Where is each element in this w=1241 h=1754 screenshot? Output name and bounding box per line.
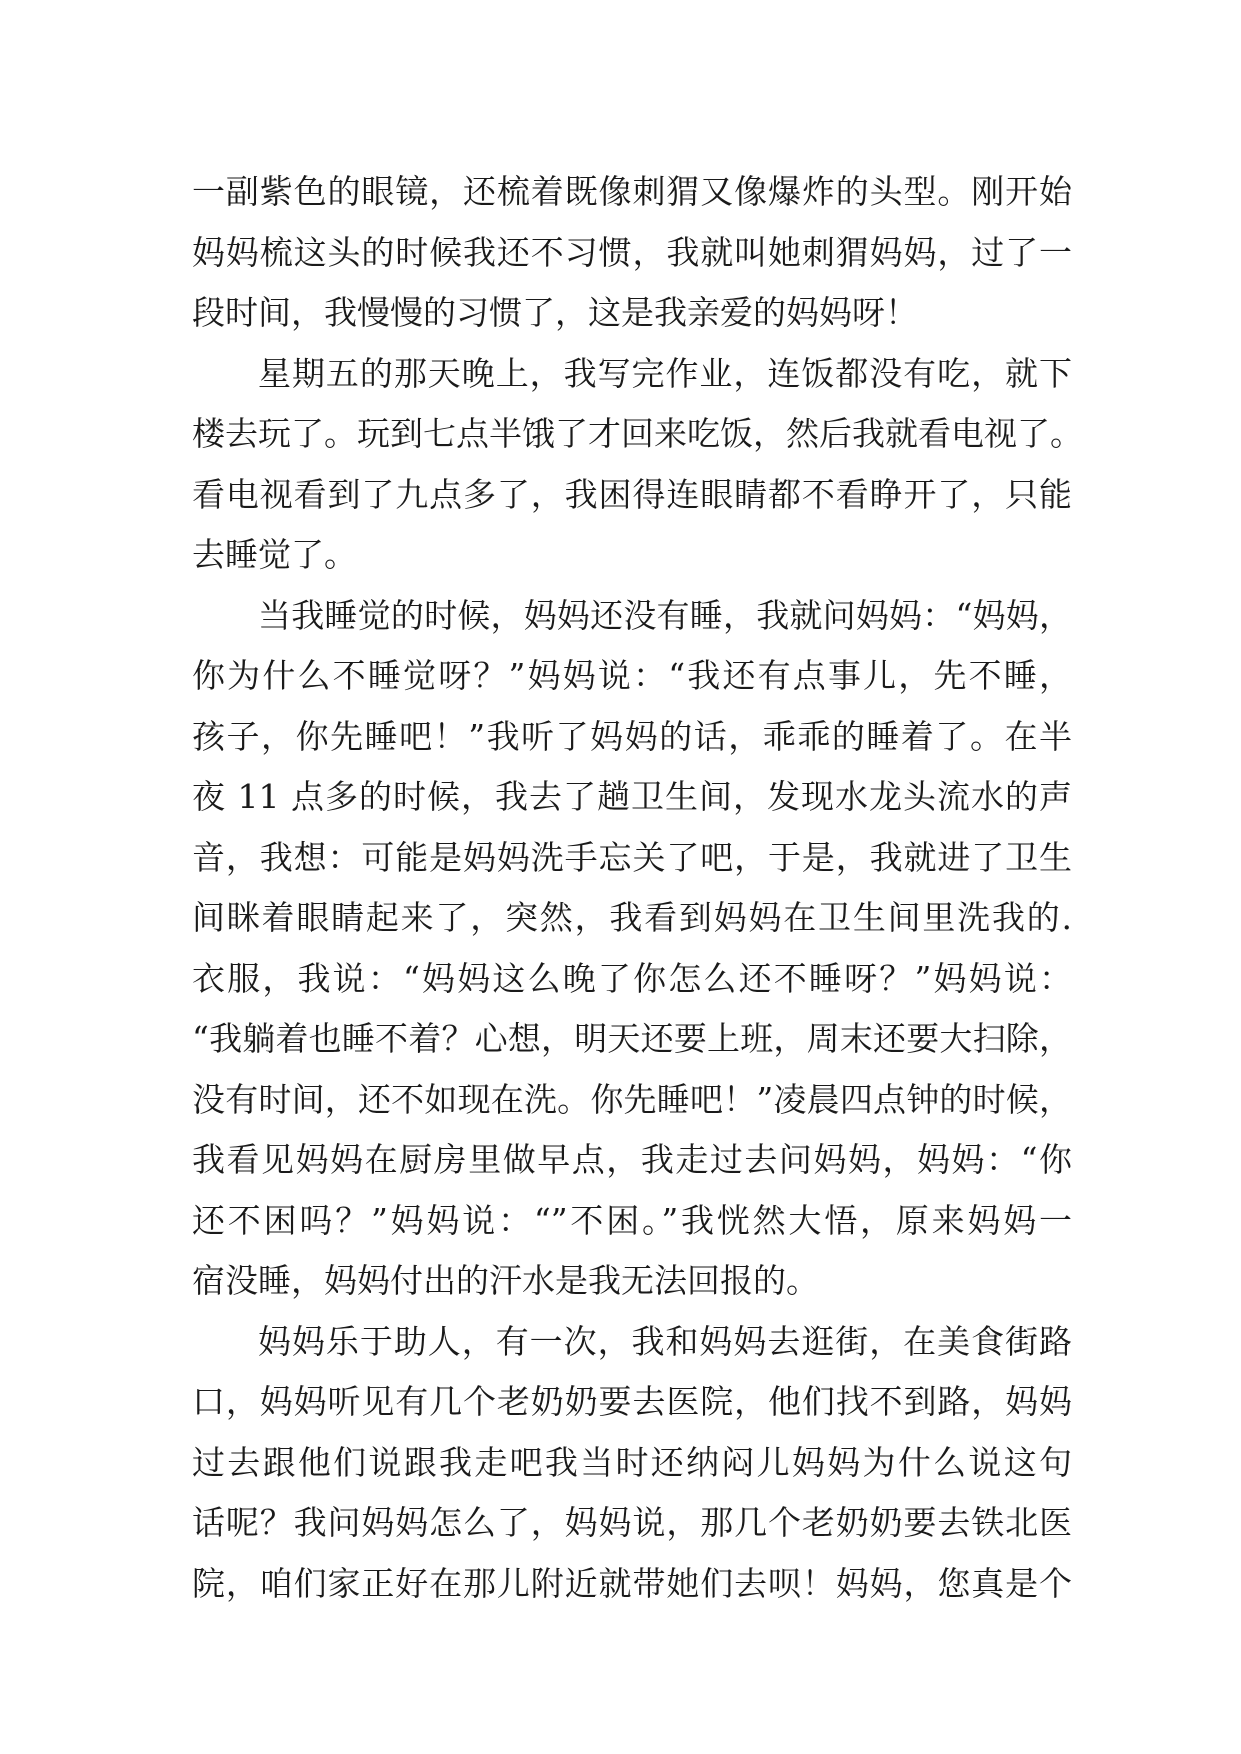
text-line: 妈妈梳这头的时候我还不习惯，我就叫她刺猬妈妈，过了一: [192, 232, 1072, 272]
text-line: “我躺着也睡不着？心想，明天还要上班，周末还要大扫除，: [192, 1019, 1072, 1058]
text-line: 宿没睡，妈妈付出的汗水是我无法回报的。: [192, 1261, 819, 1300]
text-line: 妈妈乐于助人，有一次，我和妈妈去逛街，在美食街路: [258, 1321, 1072, 1361]
text-line: 夜 11 点多的时候，我去了趟卫生间，发现水龙头流水的声: [192, 777, 1072, 816]
text-line: 去睡觉了。: [192, 535, 357, 574]
text-line: 话呢？我问妈妈怎么了，妈妈说，那几个老奶奶要去铁北医: [192, 1503, 1072, 1542]
text-line: 我看见妈妈在厨房里做早点，我走过去问妈妈，妈妈：“你: [192, 1140, 1072, 1179]
text-line: 段时间，我慢慢的习惯了，这是我亲爱的妈妈呀！: [192, 293, 918, 332]
text-line: 当我睡觉的时候，妈妈还没有睡，我就问妈妈：“妈妈，: [258, 595, 1072, 635]
article-body: [192, 162, 1083, 1614]
text-line: 过去跟他们说跟我走吧我当时还纳闷儿妈妈为什么说这句: [192, 1442, 1072, 1482]
text-line: 星期五的那天晚上，我写完作业，连饭都没有吃，就下: [258, 353, 1072, 393]
text-line: 口，妈妈听见有几个老奶奶要去医院，他们找不到路，妈妈: [192, 1382, 1072, 1421]
text-line: 楼去玩了。玩到七点半饿了才回来吃饭，然后我就看电视了。: [192, 414, 1083, 453]
text-line: 衣服，我说：“妈妈这么晚了你怎么还不睡呀？”妈妈说：: [192, 958, 1072, 998]
text-line: 没有时间，还不如现在洗。你先睡吧！”凌晨四点钟的时候，: [192, 1079, 1072, 1119]
text-line: 音，我想：可能是妈妈洗手忘关了吧，于是，我就进了卫生: [192, 837, 1072, 877]
text-line: 还不困吗？”妈妈说：“”不困。”我恍然大悟，原来妈妈一: [192, 1200, 1072, 1240]
text-line: 院，咱们家正好在那儿附近就带她们去呗！妈妈，您真是个: [192, 1563, 1072, 1603]
text-line: 间眯着眼睛起来了，突然，我看到妈妈在卫生间里洗我的.: [192, 898, 1072, 937]
text-line: 看电视看到了九点多了，我困得连眼睛都不看睁开了，只能: [192, 474, 1072, 514]
text-line: 一副紫色的眼镜，还梳着既像刺猬又像爆炸的头型。刚开始: [192, 172, 1072, 211]
text-line: 孩子，你先睡吧！”我听了妈妈的话，乖乖的睡着了。在半: [192, 716, 1072, 756]
text-line: 你为什么不睡觉呀？”妈妈说：“我还有点事儿，先不睡，: [192, 656, 1072, 695]
